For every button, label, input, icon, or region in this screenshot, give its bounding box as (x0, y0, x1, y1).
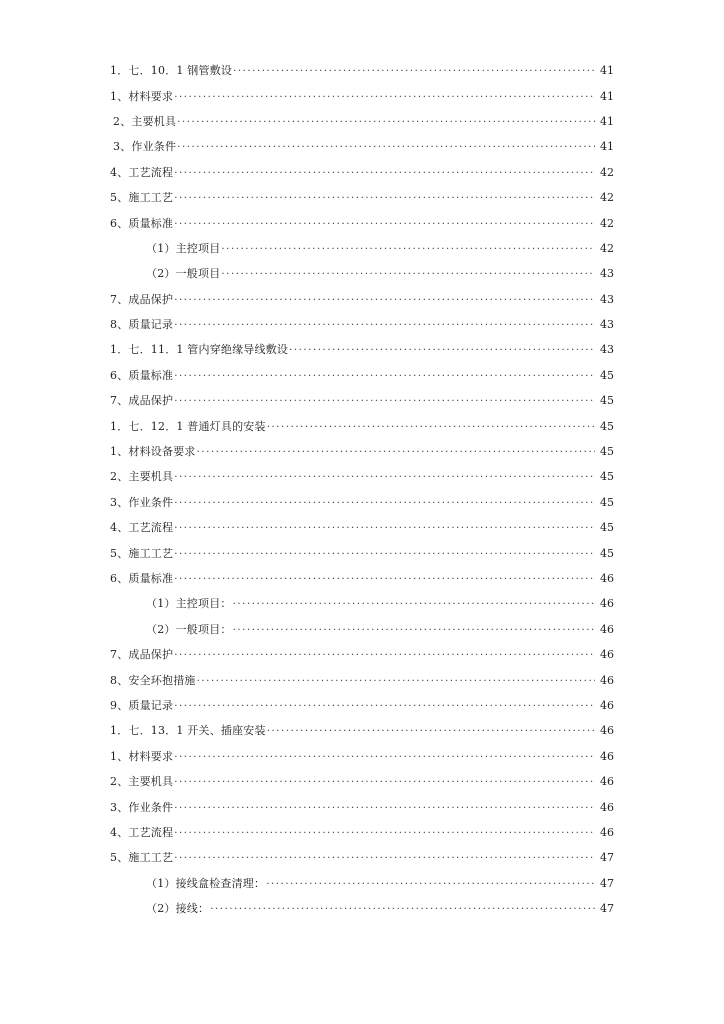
toc-entry[interactable] (0, 667, 724, 692)
toc-page-number: 45 (600, 394, 614, 408)
toc-entry-title: 1、材料要求 (110, 749, 174, 763)
dot-leader (174, 394, 595, 405)
toc-page-number: 46 (600, 673, 614, 687)
toc-entry-title: 6、质量标准 (110, 368, 174, 382)
toc-entry-title: 4、工艺流程 (110, 825, 174, 839)
toc-page-number: 43 (600, 292, 614, 306)
toc-entry[interactable] (0, 83, 724, 108)
toc-page-number: 45 (600, 368, 614, 382)
toc-page-number: 47 (600, 876, 614, 890)
dot-leader (174, 521, 595, 532)
toc-page-number: 46 (600, 825, 614, 839)
toc-page-number: 42 (600, 165, 614, 179)
toc-entry[interactable] (0, 261, 724, 286)
dot-leader (174, 217, 595, 228)
toc-entry[interactable] (0, 388, 724, 413)
toc-entry[interactable] (0, 312, 724, 337)
toc-page-number: 41 (600, 140, 614, 154)
toc-entry-title: （1）接线盒检查清理： (146, 876, 266, 890)
dot-leader (174, 547, 595, 558)
toc-page-number: 42 (600, 216, 614, 230)
dot-leader (197, 674, 595, 685)
toc-entry[interactable] (0, 744, 724, 769)
toc-entry-title: （2）接线： (146, 902, 210, 916)
toc-page-number: 45 (600, 419, 614, 433)
toc-entry[interactable] (0, 769, 724, 794)
toc-page-number: 41 (600, 64, 614, 78)
toc-page-number: 46 (600, 724, 614, 738)
toc-entry[interactable] (0, 617, 724, 642)
toc-entry[interactable] (0, 236, 724, 261)
toc-entry-title: 5、施工工艺 (110, 191, 174, 205)
toc-page-number: 45 (600, 445, 614, 459)
toc-page-number: 46 (600, 698, 614, 712)
toc-entry-title: 7、成品保护 (110, 394, 174, 408)
toc-page-number: 42 (600, 241, 614, 255)
dot-leader (174, 369, 595, 380)
dot-leader (174, 90, 595, 101)
dot-leader (174, 166, 595, 177)
toc-entry-title: （1）主控项目 (146, 241, 221, 255)
dot-leader (266, 877, 595, 888)
toc-entry-title: 9、质量记录 (110, 698, 174, 712)
toc-page-number: 46 (600, 800, 614, 814)
dot-leader (233, 623, 595, 634)
toc-entry-title: 3、作业条件 (113, 140, 177, 154)
toc-entry[interactable] (0, 693, 724, 718)
dot-leader (267, 420, 595, 431)
toc-entry-title: 2、主要机具 (110, 470, 174, 484)
toc-page-number: 46 (600, 749, 614, 763)
table-of-contents (0, 58, 724, 921)
toc-entry[interactable] (0, 134, 724, 159)
toc-entry-title: 7、成品保护 (110, 648, 174, 662)
toc-page-number: 41 (600, 89, 614, 103)
toc-entry[interactable] (0, 109, 724, 134)
dot-leader (174, 801, 595, 812)
toc-page-number: 46 (600, 775, 614, 789)
dot-leader (174, 293, 595, 304)
dot-leader (177, 115, 595, 126)
toc-entry-title: 3、作业条件 (110, 800, 174, 814)
toc-entry-title: 1．七．13．1 开关、插座安装 (110, 724, 266, 738)
toc-entry-title: 8、质量记录 (110, 318, 174, 332)
toc-entry[interactable] (0, 794, 724, 819)
dot-leader (174, 851, 595, 862)
toc-entry-title: 1、材料要求 (110, 89, 174, 103)
toc-entry[interactable] (0, 566, 724, 591)
toc-entry[interactable] (0, 287, 724, 312)
toc-entry-title: 7、成品保护 (110, 292, 174, 306)
toc-entry[interactable] (0, 896, 724, 921)
toc-entry[interactable] (0, 871, 724, 896)
dot-leader (174, 750, 595, 761)
toc-page-number: 43 (600, 318, 614, 332)
toc-page-number: 46 (600, 648, 614, 662)
toc-page-number: 47 (600, 851, 614, 865)
toc-entry-title: 5、施工工艺 (110, 851, 174, 865)
dot-leader (177, 140, 595, 151)
toc-entry-title: 2、主要机具 (113, 114, 177, 128)
dot-leader (174, 318, 595, 329)
toc-entry-title: （2）一般项目： (146, 622, 232, 636)
toc-page-number: 43 (600, 267, 614, 281)
toc-page-number: 45 (600, 470, 614, 484)
dot-leader (221, 267, 595, 278)
toc-entry[interactable] (0, 718, 724, 743)
toc-entry[interactable] (0, 845, 724, 870)
toc-page-number: 45 (600, 521, 614, 535)
toc-page-number: 41 (600, 114, 614, 128)
dot-leader (267, 724, 595, 735)
toc-entry-title: 6、质量标准 (110, 216, 174, 230)
dot-leader (174, 572, 595, 583)
toc-entry[interactable] (0, 591, 724, 616)
toc-entry-title: （1）主控项目： (146, 597, 232, 611)
toc-entry[interactable] (0, 363, 724, 388)
dot-leader (233, 597, 595, 608)
dot-leader (174, 826, 595, 837)
toc-entry[interactable] (0, 439, 724, 464)
toc-entry[interactable] (0, 185, 724, 210)
dot-leader (197, 445, 595, 456)
toc-entry[interactable] (0, 160, 724, 185)
toc-entry[interactable] (0, 58, 724, 83)
toc-page-number: 45 (600, 546, 614, 560)
toc-entry-title: 4、工艺流程 (110, 165, 174, 179)
dot-leader (233, 64, 595, 75)
toc-page-number: 46 (600, 597, 614, 611)
dot-leader (210, 902, 595, 913)
toc-entry[interactable] (0, 464, 724, 489)
toc-entry[interactable] (0, 337, 724, 362)
toc-page-number: 45 (600, 495, 614, 509)
dot-leader (174, 775, 595, 786)
toc-page-number: 42 (600, 191, 614, 205)
toc-entry-title: 5、施工工艺 (110, 546, 174, 560)
dot-leader (174, 191, 595, 202)
dot-leader (174, 470, 595, 481)
toc-entry-title: 6、质量标准 (110, 572, 174, 585)
toc-entry-title: 1．七．11．1 管内穿绝缘导线敷设 (110, 343, 289, 357)
toc-entry[interactable] (0, 490, 724, 515)
toc-entry-title: 1．七．10．1 钢管敷设 (110, 64, 233, 78)
toc-page-number: 46 (600, 572, 614, 585)
dot-leader (174, 648, 595, 659)
toc-page-number: 47 (600, 902, 614, 916)
dot-leader (289, 343, 595, 354)
dot-leader (174, 496, 595, 507)
toc-entry[interactable] (0, 210, 724, 235)
dot-leader (174, 699, 595, 710)
toc-entry[interactable] (0, 515, 724, 540)
toc-entry-title: 3、作业条件 (110, 495, 174, 509)
dot-leader (221, 242, 595, 253)
toc-entry-title: 1．七．12．1 普通灯具的安装 (110, 419, 266, 433)
toc-entry[interactable] (0, 540, 724, 565)
toc-entry[interactable] (0, 642, 724, 667)
toc-page-number: 43 (600, 343, 614, 357)
toc-entry-title: （2）一般项目 (146, 267, 221, 281)
toc-page-number: 46 (600, 622, 614, 636)
toc-entry-title: 1、材料设备要求 (110, 445, 196, 459)
toc-entry-title: 4、工艺流程 (110, 521, 174, 535)
toc-entry[interactable] (0, 413, 724, 438)
toc-entry-title: 8、安全环抱措施 (110, 673, 196, 687)
toc-entry[interactable] (0, 820, 724, 845)
toc-entry-title: 2、主要机具 (110, 775, 174, 789)
